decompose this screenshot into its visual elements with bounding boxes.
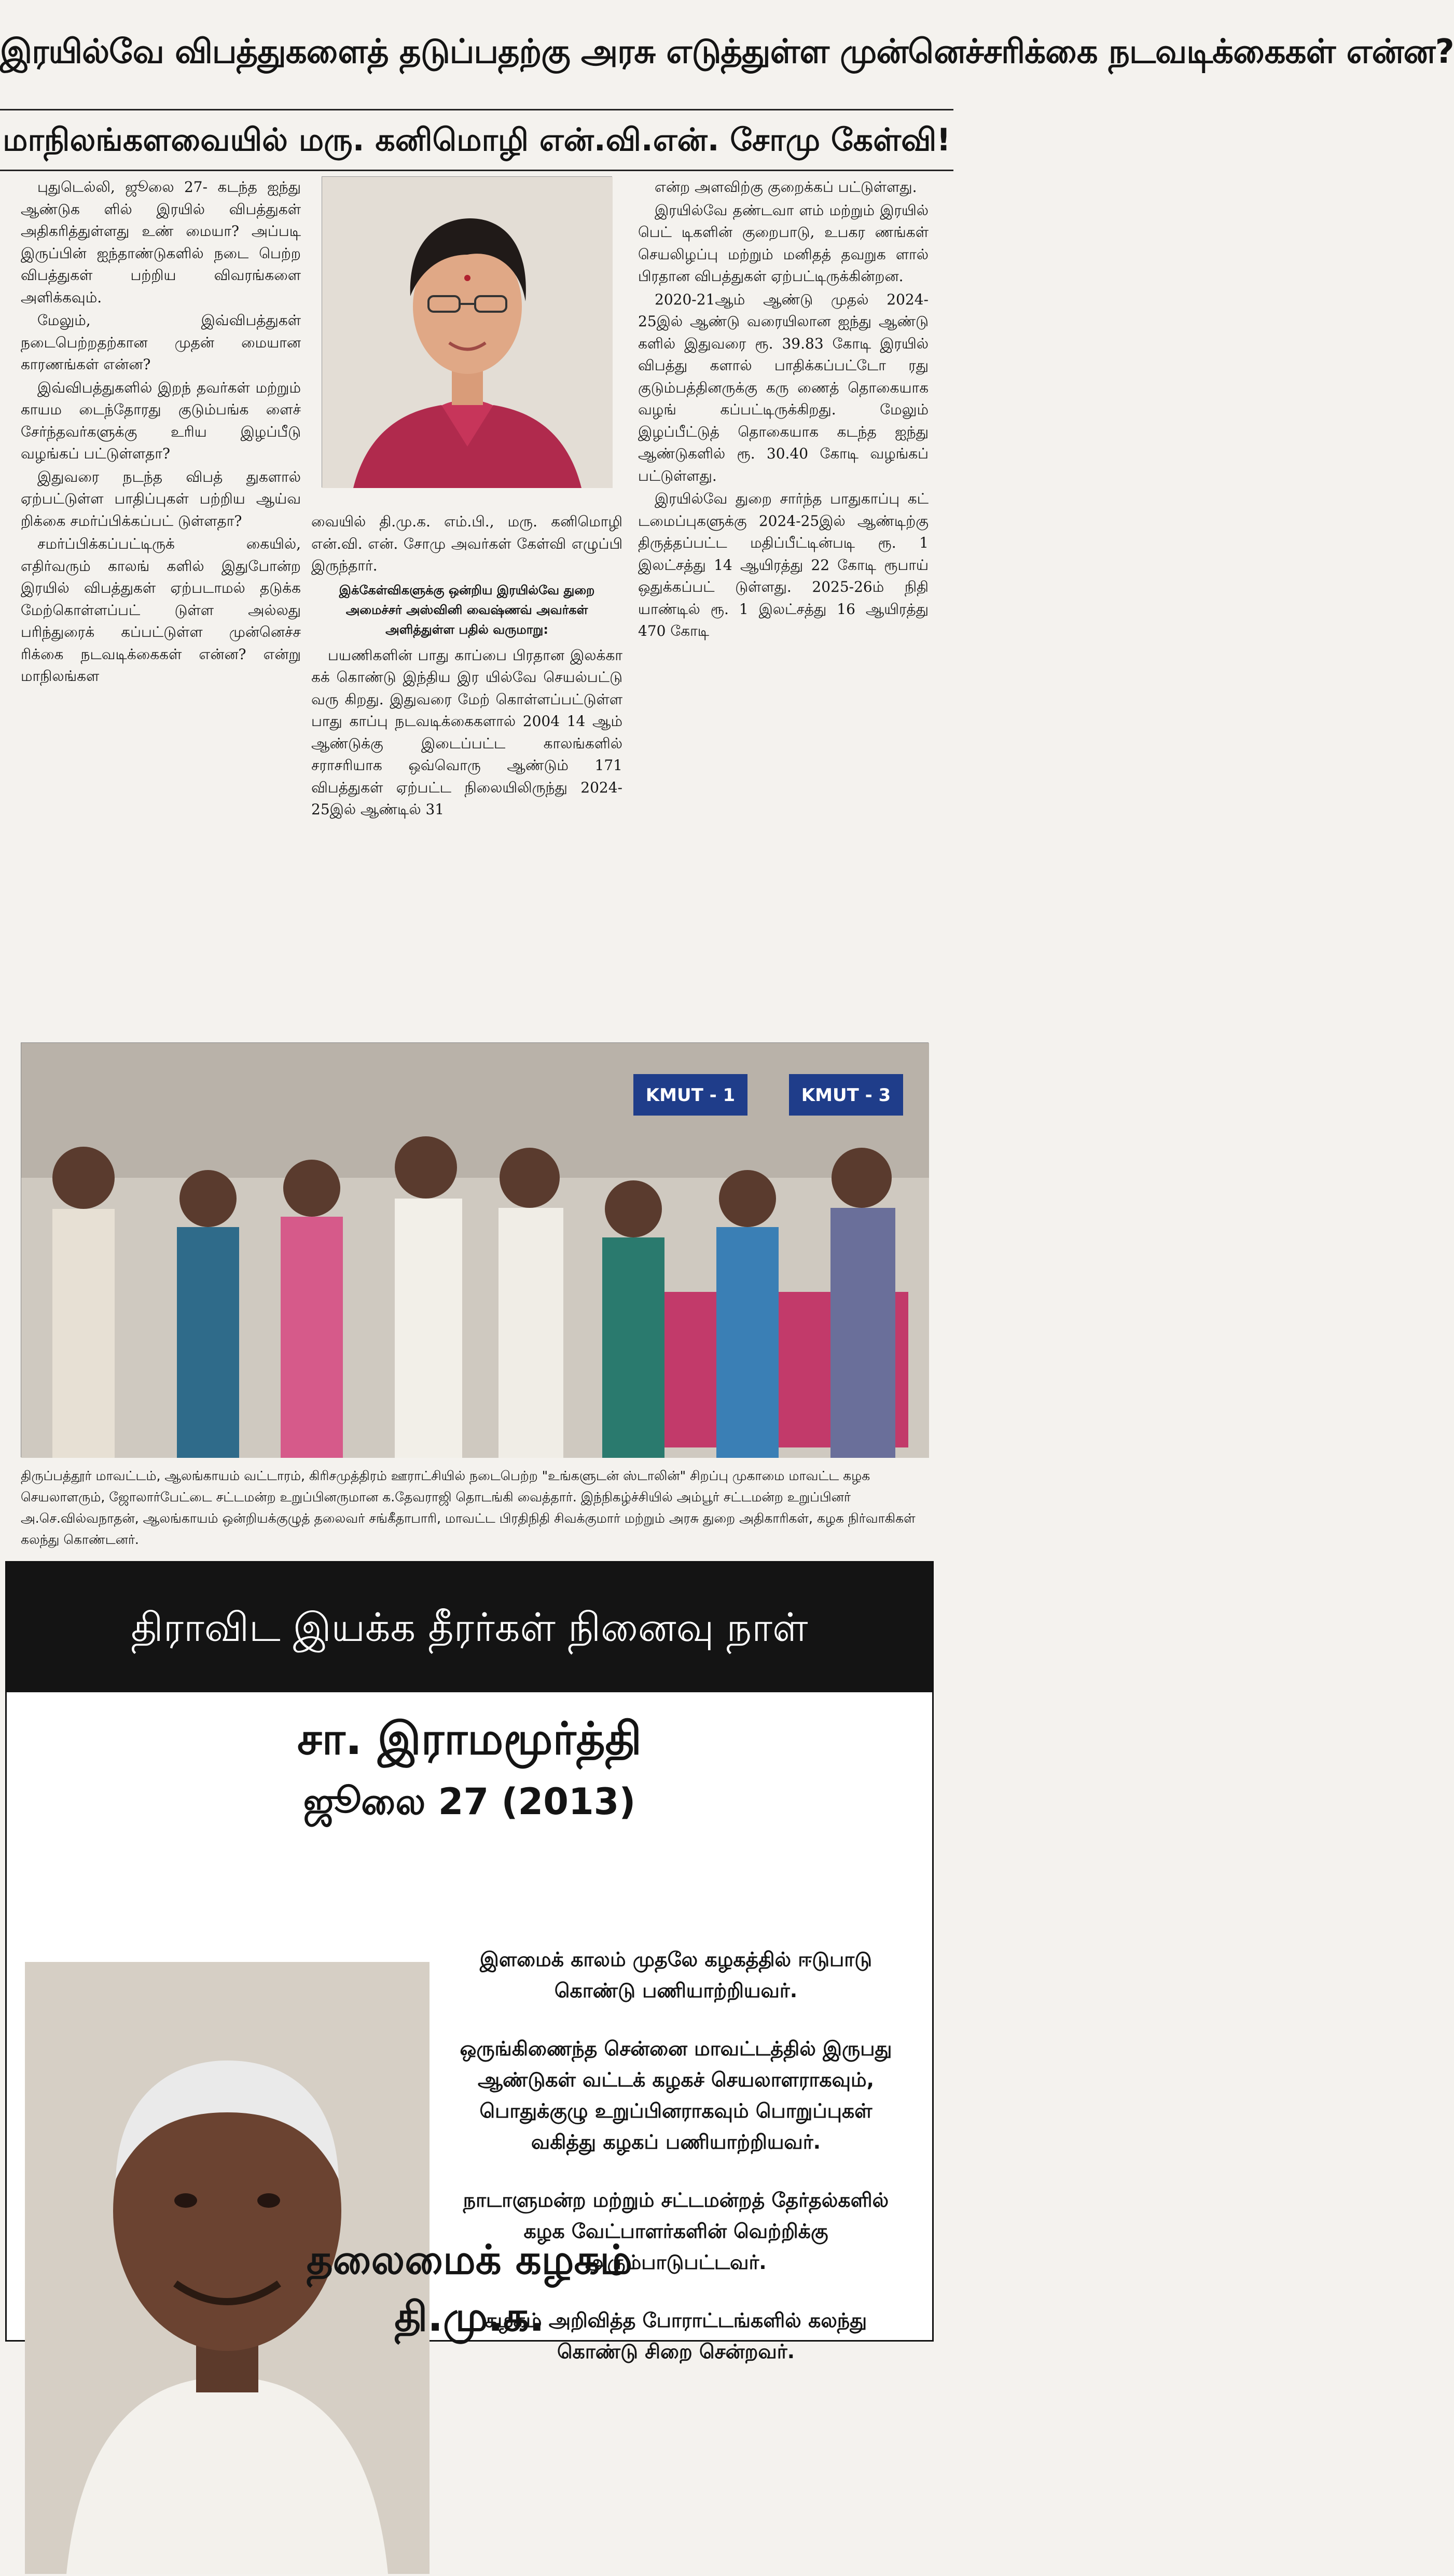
article-column-1 xyxy=(21,176,301,1022)
banner-kmut-1: KMUT - 1 xyxy=(645,1085,736,1106)
memorial-paragraph: நாடாளுமன்ற மற்றும் சட்டமன்றத் தேர்தல்களில் கழக வேட்பாளர்களின் வெற்றிக்கு அரும்பாடுபட்டவர். xyxy=(463,2189,889,2274)
article-paragraph: இதுவரை நடந்த விபத் துகளால் ஏற்பட்டுள்ள பாதிப்புகள் பற்றிய ஆய்வ றிக்கை சமர்ப்பிக்கப்பட் டுள்ளதா? xyxy=(21,468,301,530)
article-paragraph: என்ற அளவிற்கு குறைக்கப் பட்டுள்ளது. xyxy=(655,178,917,196)
headline: இரயில்வே விபத்துகளைத் தடுப்பதற்கு அரசு எடுத்துள்ள முன்னெச்சரிக்கை நடவடிக்கைகள் என்ன? xyxy=(0,33,1454,71)
article-paragraph: 2020-21ஆம் ஆண்டு முதல் 2024-25இல் ஆண்டு வரையிலான ஐந்து ஆண்டு களில் இதுவரை ரூ. 39.83 கோடி இரயில் விபத்து களால் பாதிக்கப்பட்டோ ரது குடும்பத்தினருக்கு கரு ணைத் தொகையாக வழங் கப்பட்டிருக்கிறது. மேலும் இழப்பீட்டுத் தொகையாக கடந்த ஐந்து ஆண்டுகளில் ரூ. 30.40 கோடி வழங்கப் பட்டுள்ளது. xyxy=(638,290,929,484)
mp-portrait-photo xyxy=(322,176,612,488)
memorial-paragraph: இளமைக் காலம் முதலே கழகத்தில் ஈடுபாடு கொண்டு பணியாற்றியவர். xyxy=(479,1948,873,2002)
memorial-footer-org: தலைமைக் கழகம் xyxy=(306,2237,633,2283)
memorial-notice xyxy=(5,1561,934,2363)
article-paragraph: சமர்ப்பிக்கப்பட்டிருக் கையில், எதிர்வரும் காலங் களில் இதுபோன்ற இரயில் விபத்துகள் ஏற்படாமல் தடுக்க மேற்கொள்ளப்பட் டுள்ள அல்லது பரிந்துரைக் கப்பட்டுள்ள முன்னெச்ச ரிக்கை நடவடிக்கைகள் என்ன? என்று மாநிலங்கள xyxy=(21,535,301,685)
memorial-name: சா. இராமமூர்த்தி xyxy=(297,1713,642,1765)
article-paragraph: பயணிகளின் பாது காப்பை பிரதான இலக்கா கக் கொண்டு இந்திய இர யில்வே செயல்பட்டு வரு கிறது. இதுவரை மேற் கொள்ளப்பட்டுள்ள பாது காப்பு நடவடிக்கைகளால் 2004 14 ஆம் ஆண்டுக்கு இடைப்பட்ட காலங்களில் சராசரியாக ஒவ்வொரு ஆண்டும் 171 விபத்துகள் ஏற்பட்ட நிலையிலிருந்து 2024-25இல் ஆண்டில் 31 xyxy=(311,646,622,818)
banner-kmut-3: KMUT - 3 xyxy=(801,1085,891,1106)
memorial-footer xyxy=(7,2232,932,2346)
memorial-footer-party: தி.மு.க. xyxy=(394,2294,545,2341)
article-paragraph: இரயில்வே துறை சார்ந்த பாதுகாப்பு கட் டமைப்புகளுக்கு 2024-25இல் ஆண்டிற்கு திருத்தப்பட்ட மதிப்பீட்டின்படி ரூ. 1 இலட்சத்து 14 ஆயிரத்து 22 கோடி ரூபாய் ஒதுக்கப்பட் டுள்ளது. 2025-26ம் நிதி யாண்டில் ரூ. 1 இலட்சத்து 16 ஆயிரத்து 470 கோடி xyxy=(638,490,929,639)
memorial-banner: திராவிட இயக்க தீரர்கள் நினைவு நாள் xyxy=(7,1563,932,1692)
article-paragraph: மேலும், இவ்விபத்துகள் நடைபெற்றதற்கான முதன் மையான காரணங்கள் என்ன? xyxy=(21,312,301,373)
portrait-illustration xyxy=(322,177,613,488)
memorial-date: ஜூலை 27 (2013) xyxy=(303,1780,636,1823)
event-photo-illustration xyxy=(21,1043,929,1458)
memorial-paragraph: கழகம் அறிவித்த போராட்டங்களில் கலந்து கொண்டு சிறை சென்றவர். xyxy=(484,2309,867,2363)
memorial-paragraph: ஒருங்கிணைந்த சென்னை மாவட்டத்தில் இருபது ஆண்டுகள் வட்டக் கழகச் செயலாளராகவும், பொதுக்குழு உறுப்பினராகவும் பொறுப்புகள் வகித்து கழகப் பணியாற்றியவர். xyxy=(460,2037,892,2153)
photo-caption: திருப்பத்தூர் மாவட்டம், ஆலங்காயம் வட்டாரம், கிரிசமுத்திரம் ஊராட்சியில் நடைபெற்ற "உங்களுடன் ஸ்டாலின்" சிறப்பு முகாமை மாவட்ட கழக செயலாளரும், ஜோலார்பேட்டை சட்டமன்ற உறுப்பினருமான க.தேவராஜி தொடங்கி வைத்தார். இந்நிகழ்ச்சியில் அம்பூர் சட்டமன்ற உறுப்பினர் அ.செ.வில்வநாதன், ஆலங்காயம் ஒன்றியக்குழுத் தலைவர் சங்கீதாபாரி, மாவட்ட பிரதிநிதி சிவக்குமார் மற்றும் அரசு துறை அதிகாரிகள், கழக நிர்வாகிகள் கலந்து கொண்டனர். xyxy=(21,1468,916,1547)
subheadline: மாநிலங்களவையில் மரு. கனிமொழி என்.வி.என். சோமு கேள்வி! xyxy=(0,109,953,171)
article-paragraph: இரயில்வே தண்டவா ளம் மற்றும் இரயில் பெட் டிகளின் குறைபாடு, உபகர ணங்கள் செயலிழப்பு மற்றும் மனிதத் தவறுக ளால் பிரதான விபத்துகள் ஏற்பட்டிருக்கின்றன. xyxy=(638,201,929,285)
article-paragraph: இவ்விபத்துகளில் இறந் தவர்கள் மற்றும் காயம டைந்தோரது குடும்பங்க ளைச் சேர்ந்தவர்களுக்கு உரிய இழப்பீடு வழங்கப் பட்டுள்ளதா? xyxy=(21,379,301,462)
article-paragraph: வையில் தி.மு.க. எம்.பி., மரு. கனிமொழி என்.வி. என். சோமு அவர்கள் கேள்வி எழுப்பி இருந்தார். xyxy=(311,513,622,574)
article-column-2 xyxy=(311,511,622,1022)
event-photo xyxy=(21,1042,929,1457)
answer-intro-box: இக்கேள்விகளுக்கு ஒன்றிய இரயில்வே துறை அமைச்சர் அஸ்வினி வைஷ்ணவ் அவர்கள் அளித்துள்ள பதில் வருமாறு: xyxy=(339,582,595,637)
article-column-3 xyxy=(638,176,929,1022)
article-paragraph: புதுடெல்லி, ஜூலை 27- கடந்த ஐந்து ஆண்டுக ளில் இரயில் விபத்துகள் அதிகரித்துள்ளது உண் மையா? அப்படி இருப்பின் ஐந்தாண்டுகளில் நடை பெற்ற விபத்துகள் பற்றிய விவரங்களை அளிக்கவும். xyxy=(21,178,301,306)
